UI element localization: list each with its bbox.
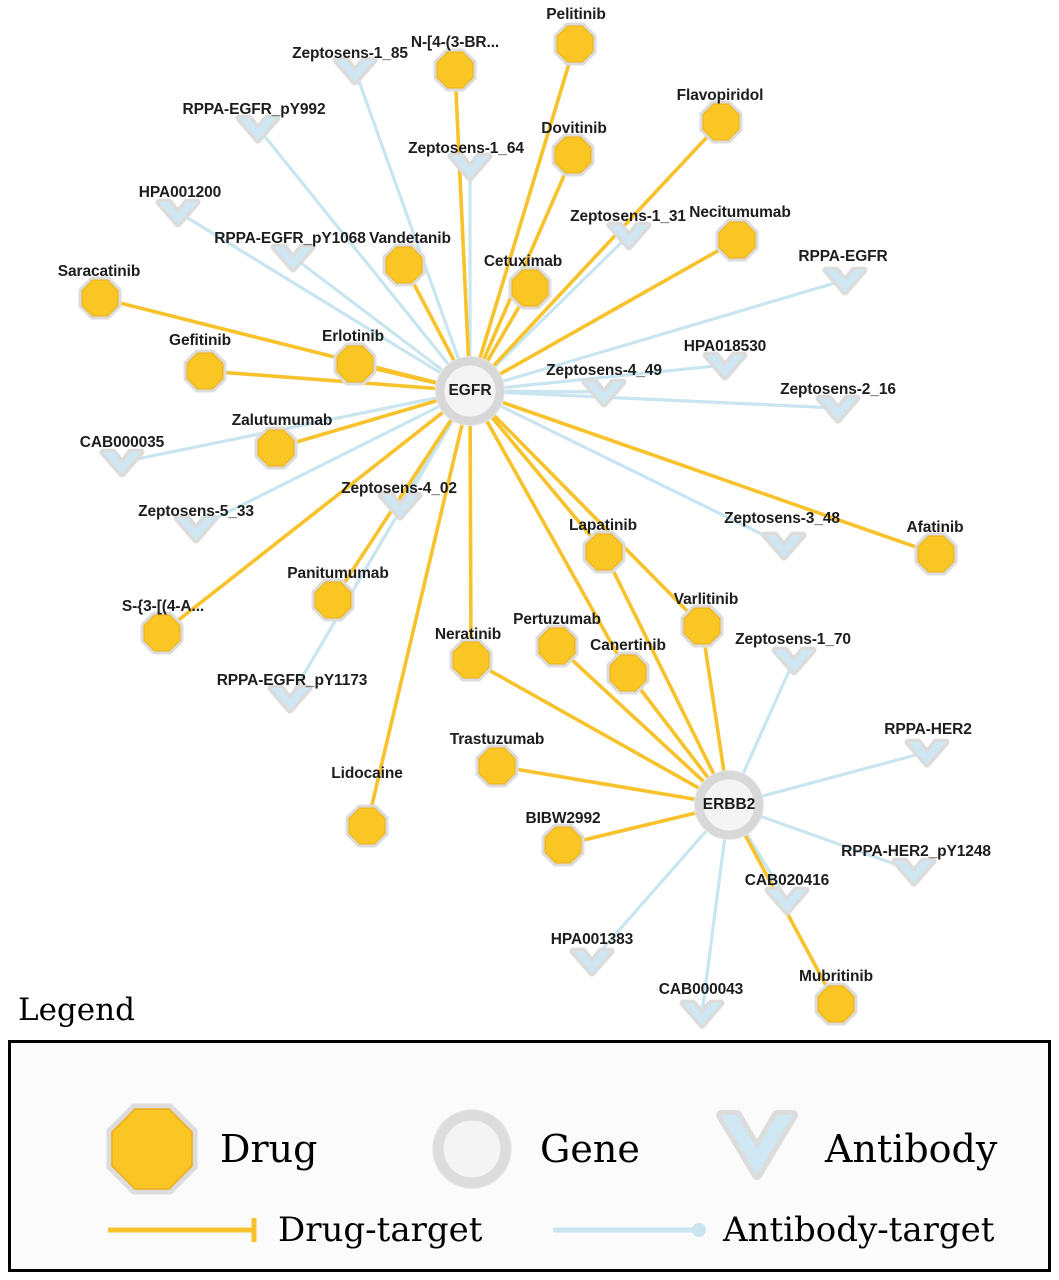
antibody-label: Zeptosens-1_70 xyxy=(735,631,851,648)
antibody-node[interactable] xyxy=(239,118,277,140)
drug-node[interactable] xyxy=(187,353,223,389)
antibody-label: Zeptosens-4_49 xyxy=(546,362,662,379)
antibody-node[interactable] xyxy=(573,951,611,973)
drug-node[interactable] xyxy=(719,222,755,258)
drug-node[interactable] xyxy=(703,104,739,140)
antibody-label: CAB000043 xyxy=(658,981,744,998)
antibody-label: RPPA-EGFR xyxy=(798,248,888,265)
antibody-node[interactable] xyxy=(706,355,744,377)
drug-label: Trastuzumab xyxy=(449,731,545,748)
drug-label: Pertuzumab xyxy=(513,611,601,628)
drug-node[interactable] xyxy=(610,655,646,691)
antibody-label: Zeptosens-1_64 xyxy=(408,140,524,157)
nodes-layer xyxy=(79,26,954,1025)
drug-node[interactable] xyxy=(818,986,854,1022)
drug-node[interactable] xyxy=(258,430,294,466)
legend-label-drug-target: Drug-target xyxy=(278,1210,483,1250)
drug-label: Necitumumab xyxy=(689,204,791,221)
antibody-node[interactable] xyxy=(908,742,946,764)
legend-label-gene: Gene xyxy=(540,1127,640,1171)
drug-label: Varlitinib xyxy=(673,591,739,608)
legend-item-drug xyxy=(106,1103,317,1195)
drug-label: Pelitinib xyxy=(546,6,606,23)
antibody-label: Zeptosens-2_16 xyxy=(780,381,896,398)
drug-node[interactable] xyxy=(557,26,593,62)
antibody-chevron-icon xyxy=(711,1103,803,1195)
edges-layer xyxy=(100,44,936,1013)
drug-target-edge-icon xyxy=(106,1215,266,1245)
antibody-label: RPPA-HER2_pY1248 xyxy=(841,843,991,860)
antibody-node[interactable] xyxy=(610,225,648,247)
drug-node[interactable] xyxy=(555,137,591,173)
drug-label: Lapatinib xyxy=(569,517,637,534)
drug-node[interactable] xyxy=(82,280,118,316)
antibody-node[interactable] xyxy=(177,518,215,540)
legend-label-antibody-target: Antibody-target xyxy=(723,1210,995,1250)
legend-label-antibody: Antibody xyxy=(825,1127,998,1171)
antibody-label: Zeptosens-5_33 xyxy=(138,503,254,520)
drug-label: Dovitinib xyxy=(541,120,607,137)
antibody-node[interactable] xyxy=(826,270,864,292)
antibody-label: Zeptosens-1_85 xyxy=(292,45,408,62)
drug-node[interactable] xyxy=(512,270,548,306)
drug-node[interactable] xyxy=(453,642,489,678)
antibody-label: HPA018530 xyxy=(683,338,767,355)
antibody-node[interactable] xyxy=(768,890,806,912)
antibody-node[interactable] xyxy=(103,452,141,474)
antibody-node[interactable] xyxy=(895,861,933,883)
drug-label: Canertinib xyxy=(590,637,666,654)
drug-label: Afatinib xyxy=(906,519,964,536)
drug-label: Vandetanib xyxy=(369,230,451,247)
drug-node[interactable] xyxy=(539,628,575,664)
drug-label: Mubritinib xyxy=(799,968,873,985)
drug-label: Lidocaine xyxy=(331,765,403,782)
drug-node[interactable] xyxy=(479,748,515,784)
gene-label-erbb2: ERBB2 xyxy=(702,796,756,813)
drug-label: Saracatinib xyxy=(57,263,141,280)
antibody-label: RPPA-HER2 xyxy=(884,721,972,738)
drug-label: Panitumumab xyxy=(287,565,389,582)
antibody-node[interactable] xyxy=(271,688,309,710)
antibody-node[interactable] xyxy=(585,382,623,404)
drug-label: Gefitinib xyxy=(169,332,231,349)
drug-node[interactable] xyxy=(337,346,373,382)
legend-label-drug: Drug xyxy=(220,1127,318,1171)
drug-node[interactable] xyxy=(918,536,954,572)
antibody-node[interactable] xyxy=(775,650,813,672)
antibody-label: RPPA-EGFR_pY1068 xyxy=(214,230,366,247)
legend-item-drug-target xyxy=(106,1210,483,1250)
antibody-label: HPA001200 xyxy=(138,184,222,201)
drug-node[interactable] xyxy=(437,52,473,88)
drug-node[interactable] xyxy=(386,247,422,283)
drug-label: Flavopiridol xyxy=(676,87,764,104)
antibody-label: CAB000035 xyxy=(79,434,165,451)
drug-label: Zalutumumab xyxy=(231,412,333,429)
antibody-label: Zeptosens-3_48 xyxy=(724,510,840,527)
antibody-node[interactable] xyxy=(336,60,374,82)
antibody-label: CAB020416 xyxy=(744,872,830,889)
drug-label: N-[4-(3-BR... xyxy=(410,34,500,51)
antibody-node[interactable] xyxy=(819,398,857,420)
drug-label: Erlotinib xyxy=(322,328,384,345)
antibody-label: HPA001383 xyxy=(550,931,634,948)
drug-label: Neratinib xyxy=(434,626,502,643)
antibody-label: RPPA-EGFR_pY1173 xyxy=(216,672,368,689)
drug-node[interactable] xyxy=(315,582,351,618)
antibody-label: RPPA-EGFR_pY992 xyxy=(182,101,326,118)
drug-label: Cetuximab xyxy=(483,253,563,270)
drug-octagon-icon xyxy=(106,1103,198,1195)
drug-node[interactable] xyxy=(144,615,180,651)
gene-circle-icon xyxy=(426,1103,518,1195)
drug-node[interactable] xyxy=(545,827,581,863)
legend-title: Legend xyxy=(18,992,135,1028)
gene-label-egfr: EGFR xyxy=(448,382,492,399)
legend-item-antibody-target xyxy=(551,1210,995,1250)
antibody-node[interactable] xyxy=(765,535,803,557)
antibody-node[interactable] xyxy=(451,156,489,178)
legend-box xyxy=(8,1040,1051,1272)
drug-node[interactable] xyxy=(684,608,720,644)
legend-item-antibody xyxy=(711,1103,997,1195)
antibody-label: Zeptosens-1_31 xyxy=(570,208,686,225)
antibody-target-edge-icon xyxy=(551,1215,711,1245)
drug-node[interactable] xyxy=(586,534,622,570)
drug-label: BIBW2992 xyxy=(525,810,601,827)
drug-label: S-{3-[(4-A... xyxy=(121,598,205,615)
legend-item-gene xyxy=(426,1103,640,1195)
drug-node[interactable] xyxy=(349,808,385,844)
antibody-label: Zeptosens-4_02 xyxy=(341,480,457,497)
